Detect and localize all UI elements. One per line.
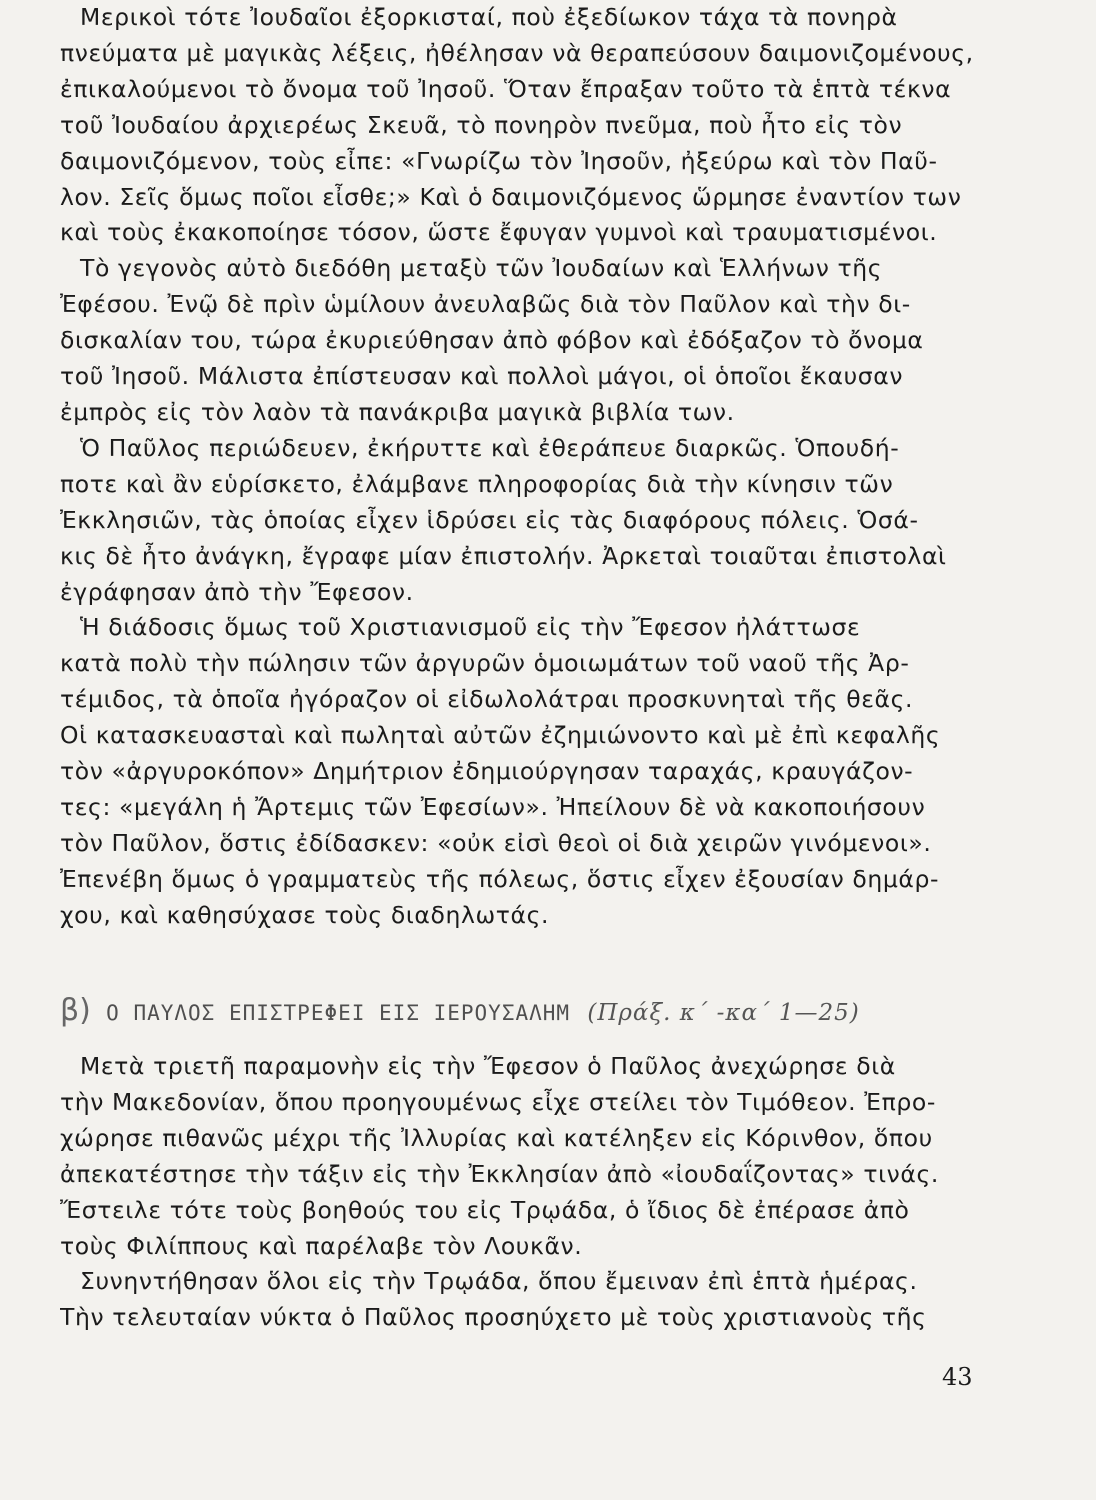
- text-line: Συνηντήθησαν ὅλοι εἰς τὴν Τρῳάδα, ὅπου ἔμειναν ἐπὶ ἑπτὰ ἡμέρας.: [80, 1267, 918, 1296]
- text-line: Τὸ γεγονὸς αὐτὸ διεδόθη μεταξὺ τῶν Ἰουδαίων καὶ Ἑλλήνων τῆς: [80, 254, 883, 283]
- text-line: δισκαλίαν του, τώρα ἐκυριεύθησαν ἀπὸ φόβον καὶ ἐδόξαζον τὸ ὄνομα: [60, 326, 924, 355]
- text-line: Ἐπενέβη ὅμως ὁ γραμματεὺς τῆς πόλεως, ὅστις εἶχεν ἐξουσίαν δημάρ-: [60, 864, 940, 893]
- text-line: λον. Σεῖς ὅμως ποῖοι εἶσθε;» Καὶ ὁ δαιμονιζόμενος ὥρμησε ἐναντίον των: [60, 182, 962, 211]
- text-section-ephesus: [60, 0, 980, 934]
- text-line: τοῦ Ἰουδαίου ἀρχιερέως Σκευᾶ, τὸ πονηρὸν πνεῦμα, ποὺ ἦτο εἰς τὸν: [60, 110, 903, 139]
- text-line: Ἐκκλησιῶν, τὰς ὁποίας εἶχεν ἱδρύσει εἰς τὰς διαφόρους πόλεις. Ὁσά-: [60, 505, 919, 534]
- section-number: β): [60, 993, 91, 1028]
- text-line: Μερικοὶ τότε Ἰουδαῖοι ἐξορκισταί, ποὺ ἐξεδίωκον τάχα τὰ πονηρὰ: [80, 3, 898, 31]
- text-line: Τὴν τελευταίαν νύκτα ὁ Παῦλος προσηύχετο μὲ τοὺς χριστιανοὺς τῆς: [60, 1303, 927, 1332]
- text-line: τὸν «ἀργυροκόπον» Δημήτριον ἐδημιούργησαν ταραχάς, κραυγάζον-: [60, 757, 914, 786]
- paragraph-paul-travels: [60, 431, 980, 611]
- text-line: καὶ τοὺς ἐκακοποίησε τόσον, ὥστε ἔφυγαν γυμνοὶ καὶ τραυματισμένοι.: [60, 218, 938, 247]
- text-line: τέμιδος, τὰ ὁποῖα ἠγόραζον οἱ εἰδωλολάτραι προσκυνηταὶ τῆς θεᾶς.: [60, 685, 914, 714]
- text-line: κις δὲ ἦτο ἀνάγκη, ἔγραφε μίαν ἐπιστολήν. Ἀρκεταὶ τοιαῦται ἐπιστολαὶ: [60, 541, 947, 570]
- text-line: ἀπεκατέστησε τὴν τάξιν εἰς τὴν Ἐκκλησίαν ἀπὸ «ἰουδαΐζοντας» τινάς.: [60, 1159, 939, 1188]
- text-line: πνεύματα μὲ μαγικὰς λέξεις, ἠθέλησαν νὰ θεραπεύσουν δαιμονιζομένους,: [60, 38, 974, 67]
- text-line: ἐγράφησαν ἀπὸ τὴν Ἔφεσον.: [60, 577, 414, 606]
- text-section-return: [60, 1049, 980, 1336]
- text-line: τοὺς Φιλίππους καὶ παρέλαβε τὸν Λουκᾶν.: [60, 1231, 583, 1260]
- text-line: τες: «μεγάλη ἡ Ἄρτεμις τῶν Ἐφεσίων». Ἠπείλουν δὲ νὰ κακοποιήσουν: [60, 792, 926, 821]
- paragraph-event-spread: [60, 251, 980, 431]
- text-line: Ἡ διάδοσις ὅμως τοῦ Χριστιανισμοῦ εἰς τὴν Ἔφεσον ἠλάττωσε: [80, 613, 861, 642]
- text-line: χου, καὶ καθησύχασε τοὺς διαδηλωτάς.: [60, 900, 550, 929]
- text-line: Ἔστειλε τότε τοὺς βοηθούς του εἰς Τρῳάδα, ὁ ἴδιος δὲ ἐπέρασε ἀπὸ: [60, 1195, 910, 1224]
- paragraph-exorcists: [60, 0, 980, 251]
- text-line: κατὰ πολὺ τὴν πώλησιν τῶν ἀργυρῶν ὁμοιωμάτων τοῦ ναοῦ τῆς Ἀρ-: [60, 649, 910, 678]
- paragraph-demetrius-riot: [60, 610, 980, 933]
- text-line: δαιμονιζόμενον, τοὺς εἶπε: «Γνωρίζω τὸν Ἰησοῦν, ἠξεύρω καὶ τὸν Παῦ-: [60, 146, 938, 175]
- text-line: τὸν Παῦλον, ὅστις ἐδίδασκεν: «οὐκ εἰσὶ θεοὶ οἱ διὰ χειρῶν γινόμενοι».: [60, 828, 932, 857]
- text-line: Μετὰ τριετῆ παραμονὴν εἰς τὴν Ἔφεσον ὁ Παῦλος ἀνεχώρησε διὰ: [80, 1052, 896, 1080]
- text-line: ἐμπρὸς εἰς τὸν λαὸν τὰ πανάκριβα μαγικὰ βιβλία των.: [60, 397, 735, 426]
- paragraph-troas: [60, 1264, 980, 1336]
- section-title: Ο ΠΑΥΛΟΣ ΕΠΙΣΤΡΕΦΕΙ ΕΙΣ ΙΕΡΟΥΣΑΛΗΜ: [106, 1001, 571, 1025]
- section-heading: [60, 993, 980, 1028]
- text-line: Οἱ κατασκευασταὶ καὶ πωληταὶ αὐτῶν ἐζημιώνοντο καὶ μὲ ἐπὶ κεφαλῆς: [60, 721, 941, 750]
- paragraph-macedonia: [60, 1049, 980, 1264]
- text-line: ποτε καὶ ἂν εὑρίσκετο, ἐλάμβανε πληροφορίας διὰ τὴν κίνησιν τῶν: [60, 469, 894, 498]
- text-line: τοῦ Ἰησοῦ. Μάλιστα ἐπίστευσαν καὶ πολλοὶ μάγοι, οἱ ὁποῖοι ἔκαυσαν: [60, 362, 904, 391]
- section-reference: (Πράξ. κ΄ -κα΄ 1—25): [587, 1000, 860, 1026]
- text-line: τὴν Μακεδονίαν, ὅπου προηγουμένως εἶχε στείλει τὸν Τιμόθεον. Ἐπρο-: [60, 1087, 936, 1116]
- text-line: χώρησε πιθανῶς μέχρι τῆς Ἰλλυρίας καὶ κατέληξεν εἰς Κόρινθον, ὅπου: [60, 1123, 933, 1152]
- page-number: 43: [942, 1363, 973, 1391]
- text-line: Ὁ Παῦλος περιώδευεν, ἐκήρυττε καὶ ἐθεράπευε διαρκῶς. Ὁπουδή-: [80, 433, 900, 462]
- text-line: ἐπικαλούμενοι τὸ ὄνομα τοῦ Ἰησοῦ. Ὅταν ἔπραξαν τοῦτο τὰ ἑπτὰ τέκνα: [60, 74, 952, 103]
- text-line: Ἐφέσου. Ἐνῷ δὲ πρὶν ὡμίλουν ἀνευλαβῶς διὰ τὸν Παῦλον καὶ τὴν δι-: [60, 290, 911, 319]
